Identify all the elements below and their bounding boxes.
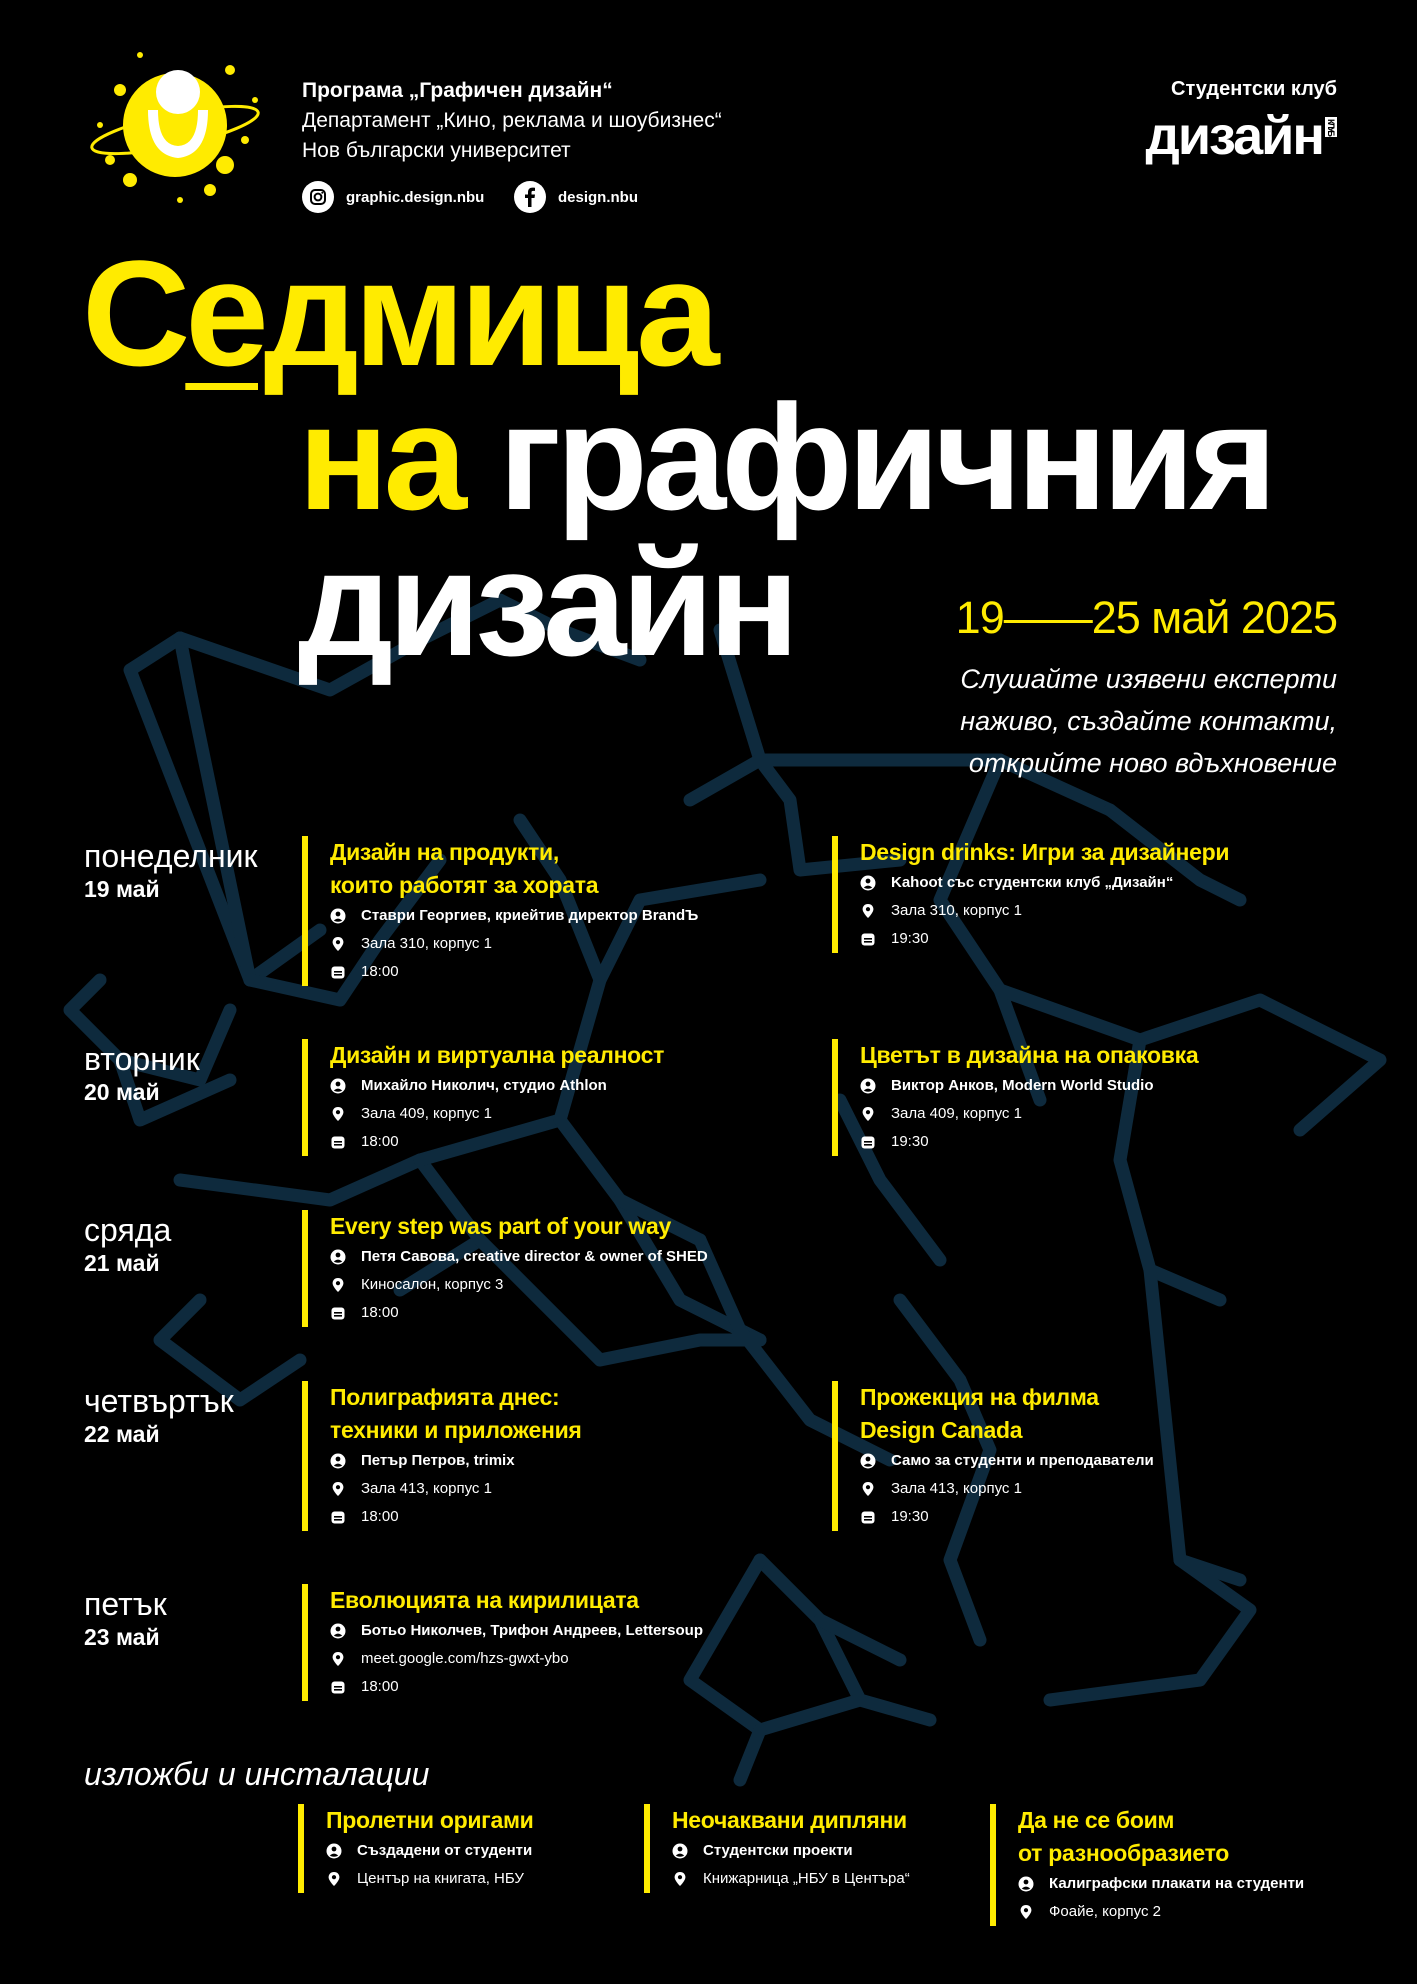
day-date: 20 май — [84, 1079, 160, 1105]
calendar-icon — [860, 931, 876, 947]
event-speaker: Петя Савова, creative director & owner of SHED — [361, 1248, 708, 1265]
event-speaker: Само за студенти и преподаватели — [891, 1452, 1154, 1469]
event-place: Зала 409, корпус 1 — [891, 1105, 1022, 1122]
person-icon — [330, 908, 346, 924]
calendar-icon — [330, 1305, 346, 1321]
event-title-line-2: които работят за хората — [330, 872, 599, 898]
department-name: Департамент „Кино, реклама и шоубизнес“ — [302, 109, 722, 132]
location-pin-icon — [326, 1871, 342, 1887]
event-time-row — [330, 958, 698, 986]
exhibition-title-line-2: от разнообразието — [1018, 1840, 1229, 1866]
exhibition-place-row — [672, 1865, 910, 1893]
event-speaker: Ставри Георгиев, криейтив директор BrandЪ — [361, 907, 699, 924]
event-speaker-row — [330, 902, 698, 930]
title-word-1-underlined: ед — [185, 229, 354, 397]
title-line-1 — [82, 229, 715, 397]
title-word-1a: С — [82, 229, 186, 397]
location-pin-icon — [860, 1106, 876, 1122]
event-time-row — [860, 925, 1229, 953]
event-wed-1 — [302, 1210, 708, 1327]
event-title: Цветът в дизайна на опаковка — [860, 1042, 1199, 1068]
student-club-label: Студентски клуб — [1171, 78, 1337, 100]
day-name: петък — [84, 1586, 167, 1622]
event-title: Еволюцията на кирилицата — [330, 1587, 639, 1613]
exhibition-by: Калиграфски плакати на студенти — [1049, 1875, 1305, 1892]
person-icon — [672, 1843, 688, 1859]
exhibition-by-row — [672, 1837, 910, 1865]
exhibition-place: Фоайе, корпус 2 — [1049, 1903, 1162, 1920]
calendar-icon — [330, 1679, 346, 1695]
day-tuesday — [84, 1041, 200, 1107]
day-name: четвъртък — [84, 1383, 234, 1419]
event-meeting-link[interactable]: meet.google.com/hzs-gwxt-ybo — [361, 1650, 569, 1667]
event-time-row — [330, 1673, 703, 1701]
event-time: 19:30 — [891, 1508, 929, 1525]
calendar-icon — [330, 964, 346, 980]
event-title: Design drinks: Игри за дизайнери — [860, 839, 1230, 865]
club-logo-wordmark: дизайн — [1145, 106, 1323, 166]
location-pin-icon — [330, 1481, 346, 1497]
lead-line-1: Слушайте изявени експерти — [960, 664, 1337, 694]
event-place: Зала 409, корпус 1 — [361, 1105, 492, 1122]
exhibition-3 — [990, 1804, 1304, 1926]
header-program-info — [302, 76, 722, 166]
event-thu-2 — [832, 1381, 1154, 1531]
day-name: понеделник — [84, 838, 258, 874]
event-place: Зала 413, корпус 1 — [891, 1480, 1022, 1497]
event-place: Киносалон, корпус 3 — [361, 1276, 504, 1293]
event-title: Every step was part of your way — [330, 1213, 671, 1239]
person-icon — [860, 875, 876, 891]
nbu-splash-logo — [80, 30, 270, 210]
facebook-link[interactable] — [514, 180, 638, 214]
day-thursday — [84, 1383, 234, 1449]
title-line-3: дизайн — [298, 519, 795, 687]
location-pin-icon — [1018, 1904, 1034, 1920]
day-monday — [84, 838, 258, 904]
lead-line-2: наживо, създайте контакти, — [960, 706, 1337, 736]
day-wednesday — [84, 1212, 171, 1278]
event-time: 19:30 — [891, 1133, 929, 1150]
event-fri-1 — [302, 1584, 703, 1701]
person-icon — [330, 1078, 346, 1094]
event-mon-1 — [302, 836, 698, 986]
event-place-row — [330, 930, 698, 958]
event-speaker-row — [860, 1447, 1154, 1475]
event-title-line-2: Design Canada — [860, 1417, 1023, 1443]
day-name: сряда — [84, 1212, 172, 1248]
event-time-row — [860, 1128, 1198, 1156]
calendar-icon — [860, 1134, 876, 1150]
exhibitions-heading: изложби и инсталации — [84, 1756, 430, 1792]
event-place-row — [860, 897, 1229, 925]
event-place-row — [330, 1100, 664, 1128]
event-place-row — [860, 1475, 1154, 1503]
event-speaker: Петър Петров, trimix — [361, 1452, 515, 1469]
exhibition-place: Център на книгата, НБУ — [357, 1870, 524, 1887]
location-pin-icon — [330, 1106, 346, 1122]
calendar-icon — [860, 1509, 876, 1525]
club-logo — [1146, 105, 1337, 167]
exhibition-title: Да не се боим — [1018, 1807, 1175, 1833]
exhibition-title: Неочаквани дипляни — [672, 1807, 907, 1833]
person-icon — [330, 1249, 346, 1265]
event-speaker-row — [330, 1617, 703, 1645]
instagram-icon — [302, 181, 334, 213]
lead-line-3: открийте ново вдъхновение — [968, 748, 1337, 778]
exhibition-place: Книжарница „НБУ в Центъра“ — [703, 1870, 910, 1887]
exhibition-title: Пролетни оригами — [326, 1807, 534, 1833]
exhibition-2 — [644, 1804, 910, 1893]
exhibition-place-row — [326, 1865, 534, 1893]
lead-text — [907, 658, 1337, 784]
day-date: 22 май — [84, 1421, 160, 1447]
event-speaker: Kahoot със студентски клуб „Дизайн“ — [891, 874, 1174, 891]
event-place: Зала 310, корпус 1 — [361, 935, 492, 952]
title-word-1b: мица — [353, 229, 715, 397]
event-speaker-row — [860, 869, 1229, 897]
event-title-line-2: техники и приложения — [330, 1417, 582, 1443]
exhibition-by-row — [326, 1837, 534, 1865]
person-icon — [1018, 1876, 1034, 1892]
person-icon — [326, 1843, 342, 1859]
event-speaker: Ботьо Николчев, Трифон Андреев, Lettersoup — [361, 1622, 703, 1639]
person-icon — [860, 1453, 876, 1469]
instagram-link[interactable] — [302, 180, 484, 214]
event-title: Прожекция на филма — [860, 1384, 1099, 1410]
event-title: Полиграфията днес: — [330, 1384, 560, 1410]
day-date: 21 май — [84, 1250, 160, 1276]
event-time-row — [860, 1503, 1154, 1531]
calendar-icon — [330, 1134, 346, 1150]
event-time: 18:00 — [361, 1508, 399, 1525]
instagram-handle: graphic.design.nbu — [346, 188, 485, 206]
day-name: вторник — [84, 1041, 200, 1077]
event-time: 18:00 — [361, 963, 399, 980]
title-word-2: на — [298, 373, 463, 541]
event-time: 18:00 — [361, 1678, 399, 1695]
exhibition-by: Създадени от студенти — [357, 1842, 533, 1859]
location-pin-icon — [672, 1871, 688, 1887]
location-pin-icon — [860, 903, 876, 919]
person-icon — [330, 1623, 346, 1639]
exhibition-by: Студентски проекти — [703, 1842, 853, 1859]
calendar-icon — [330, 1509, 346, 1525]
program-name: Програма „Графичен дизайн“ — [302, 79, 613, 102]
event-time-row — [330, 1128, 664, 1156]
title-word-3: графичния — [498, 373, 1273, 541]
event-speaker: Виктор Анков, Modern World Studio — [891, 1077, 1154, 1094]
event-place: Зала 413, корпус 1 — [361, 1480, 492, 1497]
event-place-row[interactable] — [330, 1645, 703, 1673]
exhibition-1 — [298, 1804, 534, 1893]
event-speaker-row — [330, 1447, 582, 1475]
event-thu-1 — [302, 1381, 582, 1531]
person-icon — [330, 1453, 346, 1469]
event-speaker-row — [860, 1072, 1198, 1100]
exhibition-place-row — [1018, 1898, 1304, 1926]
university-name: Нов български университет — [302, 139, 571, 162]
location-pin-icon — [330, 1651, 346, 1667]
event-speaker: Михайло Николич, студио Athlon — [361, 1077, 607, 1094]
day-date: 19 май — [84, 876, 160, 902]
location-pin-icon — [860, 1481, 876, 1497]
event-time: 18:00 — [361, 1304, 399, 1321]
event-time-row — [330, 1299, 708, 1327]
event-place-row — [330, 1271, 708, 1299]
student-club-block — [1146, 78, 1337, 167]
event-speaker-row — [330, 1243, 708, 1271]
event-time: 18:00 — [361, 1133, 399, 1150]
location-pin-icon — [330, 1277, 346, 1293]
day-date: 23 май — [84, 1624, 160, 1650]
person-icon — [860, 1078, 876, 1094]
location-pin-icon — [330, 936, 346, 952]
event-tue-1 — [302, 1039, 664, 1156]
event-title: Дизайн на продукти, — [330, 839, 559, 865]
event-place: Зала 310, корпус 1 — [891, 902, 1022, 919]
event-time: 19:30 — [891, 930, 929, 947]
event-place-row — [860, 1100, 1198, 1128]
facebook-icon — [514, 181, 546, 213]
event-place-row — [330, 1475, 582, 1503]
event-speaker-row — [330, 1072, 664, 1100]
exhibition-by-row — [1018, 1870, 1304, 1898]
title-line-2 — [298, 373, 1273, 541]
event-mon-2 — [832, 836, 1229, 953]
club-logo-tag: КЛУБ — [1326, 119, 1336, 135]
day-friday — [84, 1586, 167, 1652]
event-dates: 19——25 май 2025 — [955, 592, 1337, 643]
facebook-handle: design.nbu — [558, 188, 638, 206]
event-tue-2 — [832, 1039, 1198, 1156]
event-title: Дизайн и виртуална реалност — [330, 1042, 665, 1068]
event-time-row — [330, 1503, 582, 1531]
